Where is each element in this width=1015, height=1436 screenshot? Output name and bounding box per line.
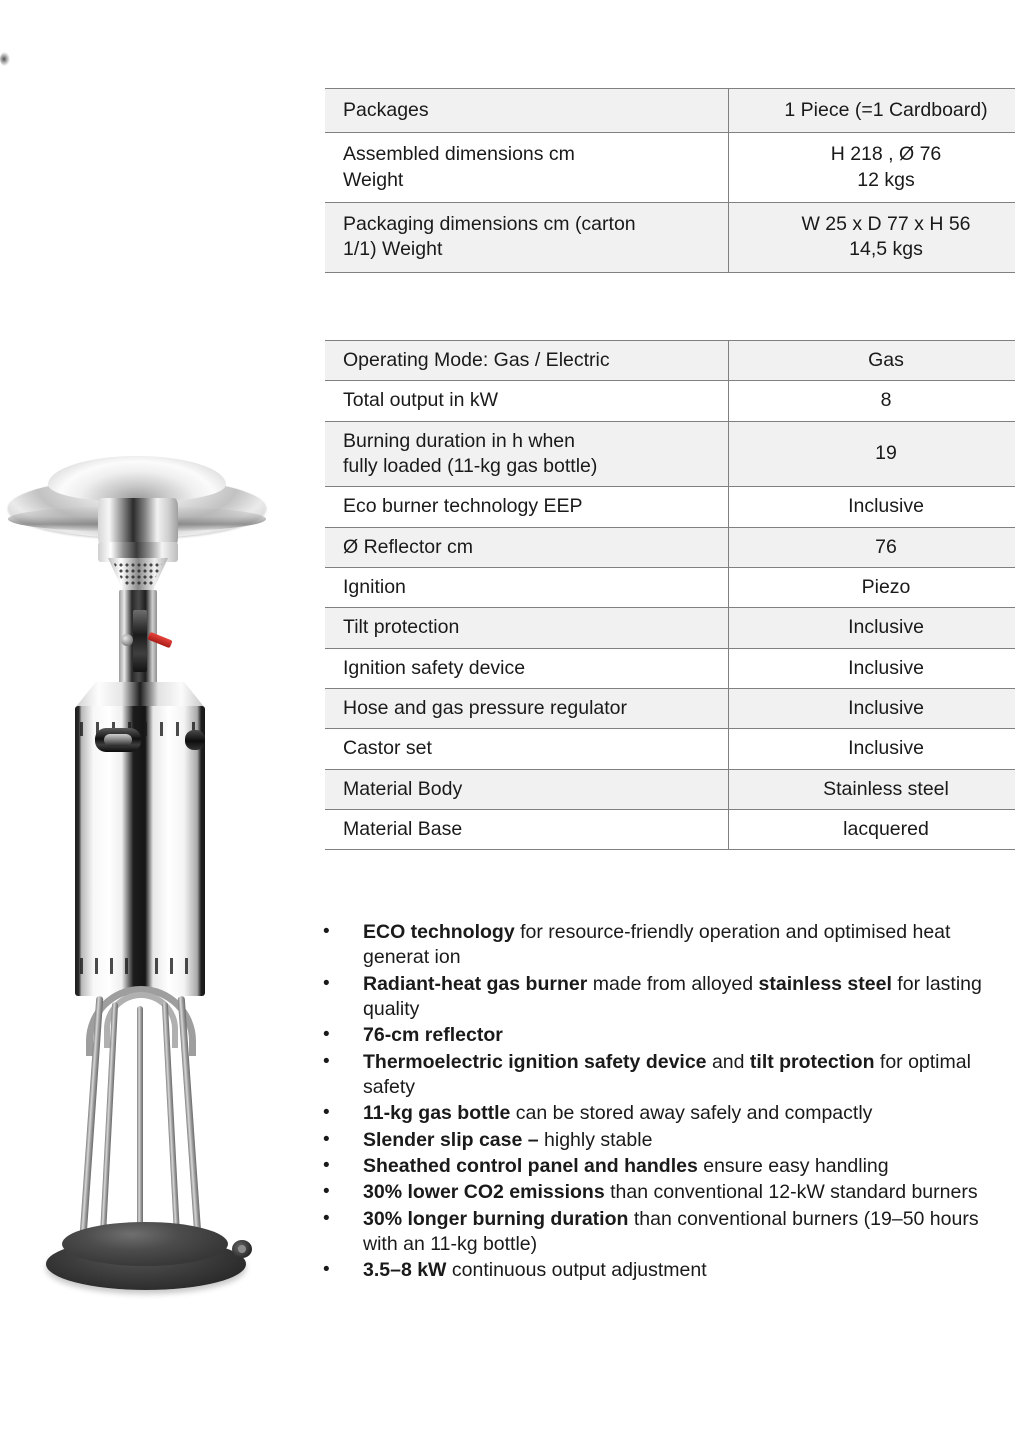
- feature-text-emphasis: ECO technology: [363, 921, 515, 943]
- table-cell-label: [325, 381, 729, 421]
- body-handle-right: [185, 730, 205, 750]
- bullet-icon: •: [323, 921, 330, 942]
- bullet-icon: •: [323, 1155, 330, 1177]
- bullet-icon: •: [323, 1102, 330, 1124]
- table-cell-label-line: Packaging dimensions cm (carton: [343, 213, 636, 236]
- control-knob-icon: [121, 634, 133, 646]
- table-cell-value: [729, 89, 1015, 133]
- table-cell-value-line: Inclusive: [848, 697, 924, 720]
- table-cell-value: [729, 527, 1015, 567]
- table-cell-value-line: H 218 , Ø 76: [830, 143, 942, 166]
- table-cell-label-line: Operating Mode: Gas / Electric: [343, 349, 610, 371]
- table-cell-value: [729, 203, 1015, 273]
- feature-text-emphasis: Radiant-heat gas burner: [363, 972, 588, 995]
- table-cell-label: [325, 729, 729, 769]
- lacquered-base-upper: [62, 1222, 228, 1266]
- bullet-icon: •: [323, 1207, 330, 1229]
- feature-list-item-text: [363, 1128, 998, 1153]
- bullet-icon: •: [323, 1181, 330, 1203]
- feature-list-item: [318, 1154, 998, 1179]
- table-cell-value-line: Stainless steel: [823, 777, 949, 800]
- table-row: [325, 381, 1015, 421]
- table-cell-value: [729, 810, 1015, 850]
- table-cell-label: [325, 648, 729, 688]
- reflector-dome-top: [48, 456, 226, 502]
- table-row: [325, 608, 1015, 648]
- bullet-icon: •: [323, 1024, 330, 1046]
- feature-text-emphasis: 30% longer burning duration: [363, 1207, 629, 1230]
- table-cell-label: [325, 527, 729, 567]
- feature-text-emphasis: Sheathed control panel and handles: [363, 1155, 698, 1178]
- table-cell-value-line: Inclusive: [848, 656, 924, 679]
- feature-list-item: [318, 1258, 998, 1283]
- table-cell-value-line: Gas: [868, 349, 904, 371]
- table-cell-label: [325, 608, 729, 648]
- table-row: [325, 421, 1015, 487]
- table-row: [325, 527, 1015, 567]
- table-cell-value-line: Piezo: [861, 576, 911, 599]
- feature-text-emphasis: 11-kg gas bottle: [363, 1102, 511, 1125]
- table-cell-label: [325, 810, 729, 850]
- table-cell-label-line: Tilt protection: [343, 616, 460, 639]
- product-image-patio-heater: [0, 450, 300, 1340]
- packages-table: [325, 88, 1015, 273]
- feature-list-item-text: [363, 972, 998, 1023]
- table-cell-value-line: Inclusive: [848, 737, 924, 760]
- feature-text-plain: for lasting quality: [363, 972, 982, 1021]
- feature-text-emphasis: tilt protection: [749, 1050, 875, 1073]
- bullet-icon: •: [323, 972, 330, 994]
- table-cell-value: [729, 133, 1015, 203]
- body-handle-left-inner: [104, 734, 132, 746]
- burner-collar: [98, 498, 178, 546]
- table-row: [325, 810, 1015, 850]
- specs-table-body: [325, 341, 1015, 850]
- feature-list-item-text: [363, 920, 998, 971]
- feature-list-item: [318, 972, 998, 1023]
- table-cell-value-line: lacquered: [843, 818, 929, 841]
- feature-text-plain: for resource-friendly operation and optimised heat generat ion: [363, 921, 951, 969]
- table-cell-label: [325, 421, 729, 487]
- feature-text-plain: than conventional 12-kW standard burners: [604, 1181, 978, 1204]
- page-corner-artifact: [0, 52, 10, 66]
- feature-text-emphasis: 3.5–8 kW: [363, 1259, 447, 1282]
- table-cell-value-line: 19: [875, 442, 897, 465]
- table-cell-label-line: Total output in kW: [343, 389, 498, 412]
- table-row: [325, 203, 1015, 273]
- feature-list-item-text: [363, 1180, 998, 1205]
- bullet-icon: •: [323, 1050, 330, 1072]
- table-row: [325, 487, 1015, 527]
- table-cell-value: [729, 648, 1015, 688]
- table-cell-label: [325, 769, 729, 809]
- table-cell-label-line: Ignition safety device: [343, 656, 526, 679]
- bullet-icon: •: [323, 1128, 330, 1150]
- table-cell-label-line: Burning duration in h when: [343, 429, 575, 452]
- feature-list-item-text: [363, 1207, 998, 1258]
- feature-text-emphasis: Thermoelectric ignition safety device: [363, 1050, 707, 1073]
- table-cell-value-line: Inclusive: [848, 616, 924, 639]
- table-row: [325, 729, 1015, 769]
- table-cell-label: [325, 203, 729, 273]
- bullet-icon: •: [323, 1259, 330, 1281]
- table-cell-value: [729, 608, 1015, 648]
- feature-text-plain: ensure easy handling: [697, 1155, 889, 1178]
- feature-text-plain: and: [706, 1050, 750, 1073]
- table-cell-label-line: Material Base: [343, 818, 463, 841]
- feature-bullet-list: [318, 920, 998, 1285]
- table-cell-value: [729, 689, 1015, 729]
- table-cell-value: [729, 487, 1015, 527]
- feature-text-emphasis: 30% lower CO2 emissions: [363, 1181, 605, 1204]
- table-cell-label-line: Ø Reflector cm: [343, 535, 474, 558]
- leg-center: [137, 1006, 143, 1240]
- feature-list-item: [318, 1050, 998, 1101]
- slip-case-body: [75, 706, 205, 996]
- table-cell-value: [729, 381, 1015, 421]
- table-cell-label-line: Packages: [343, 99, 429, 121]
- feature-list-item-text: [363, 1023, 998, 1048]
- castor-wheel-hub: [238, 1245, 246, 1253]
- table-cell-label-line: fully loaded (11-kg gas bottle): [343, 455, 598, 478]
- specs-table: [325, 340, 1015, 850]
- table-cell-value: [729, 421, 1015, 487]
- feature-list-item-text: [363, 1101, 998, 1126]
- table-cell-label: [325, 568, 729, 608]
- body-vent-slots-bottom: [80, 958, 200, 974]
- table-cell-value-line: 1 Piece (=1 Cardboard): [784, 99, 988, 121]
- table-cell-label: [325, 341, 729, 381]
- table-cell-value-line: 76: [875, 535, 897, 558]
- control-stem-window: [133, 610, 147, 672]
- table-cell-label-line: 1/1) Weight: [343, 238, 443, 261]
- table-row: [325, 341, 1015, 381]
- feature-text-emphasis: Slender slip case –: [363, 1128, 539, 1151]
- feature-list-item: [318, 920, 998, 971]
- table-row: [325, 769, 1015, 809]
- table-row: [325, 133, 1015, 203]
- table-cell-value-line: Inclusive: [848, 495, 924, 518]
- feature-text-plain: can be stored away safely and compactly: [510, 1102, 873, 1125]
- feature-list-item: [318, 1128, 998, 1153]
- table-row: [325, 648, 1015, 688]
- table-row: [325, 689, 1015, 729]
- table-cell-label-line: Assembled dimensions cm: [343, 143, 575, 166]
- table-cell-label-line: Eco burner technology EEP: [343, 495, 583, 518]
- feature-list-item: [318, 1023, 998, 1048]
- table-cell-label-line: Castor set: [343, 737, 432, 760]
- table-cell-value-line: W 25 x D 77 x H 56: [801, 213, 971, 236]
- feature-list-item: [318, 1101, 998, 1126]
- table-cell-label-line: Material Body: [343, 777, 463, 800]
- feature-text-plain: for optimal safety: [363, 1050, 971, 1099]
- table-cell-label: [325, 133, 729, 203]
- table-cell-label: [325, 689, 729, 729]
- feature-list-item: [318, 1207, 998, 1258]
- table-cell-label: [325, 89, 729, 133]
- table-cell-value: [729, 769, 1015, 809]
- feature-list-item-text: [363, 1050, 998, 1101]
- feature-text-plain: continuous output adjustment: [446, 1259, 707, 1282]
- table-cell-label-line: Weight: [343, 168, 404, 191]
- table-cell-label-line: Ignition: [343, 576, 406, 599]
- table-row: [325, 89, 1015, 133]
- table-cell-value-line: 12 kgs: [857, 168, 915, 191]
- table-row: [325, 568, 1015, 608]
- table-cell-value: [729, 568, 1015, 608]
- feature-list-item: [318, 1180, 998, 1205]
- table-cell-value-line: 14,5 kgs: [849, 238, 923, 261]
- feature-list-item-text: [363, 1154, 998, 1179]
- table-cell-value-line: 8: [880, 389, 892, 412]
- feature-text-plain: highly stable: [538, 1128, 653, 1151]
- table-cell-value: [729, 341, 1015, 381]
- table-cell-label-line: Hose and gas pressure regulator: [343, 697, 627, 720]
- table-cell-label: [325, 487, 729, 527]
- table-cell-value: [729, 729, 1015, 769]
- feature-text-emphasis: 76-cm reflector: [363, 1024, 503, 1047]
- feature-list-item-text: [363, 1258, 998, 1283]
- feature-text-plain: than conventional burners (19–50 hours with an 11-kg bottle): [363, 1207, 979, 1256]
- slip-case-shoulder: [75, 682, 205, 708]
- feature-text-emphasis: stainless steel: [758, 972, 892, 995]
- feature-text-plain: made from alloyed: [587, 972, 759, 995]
- packages-table-body: [325, 89, 1015, 273]
